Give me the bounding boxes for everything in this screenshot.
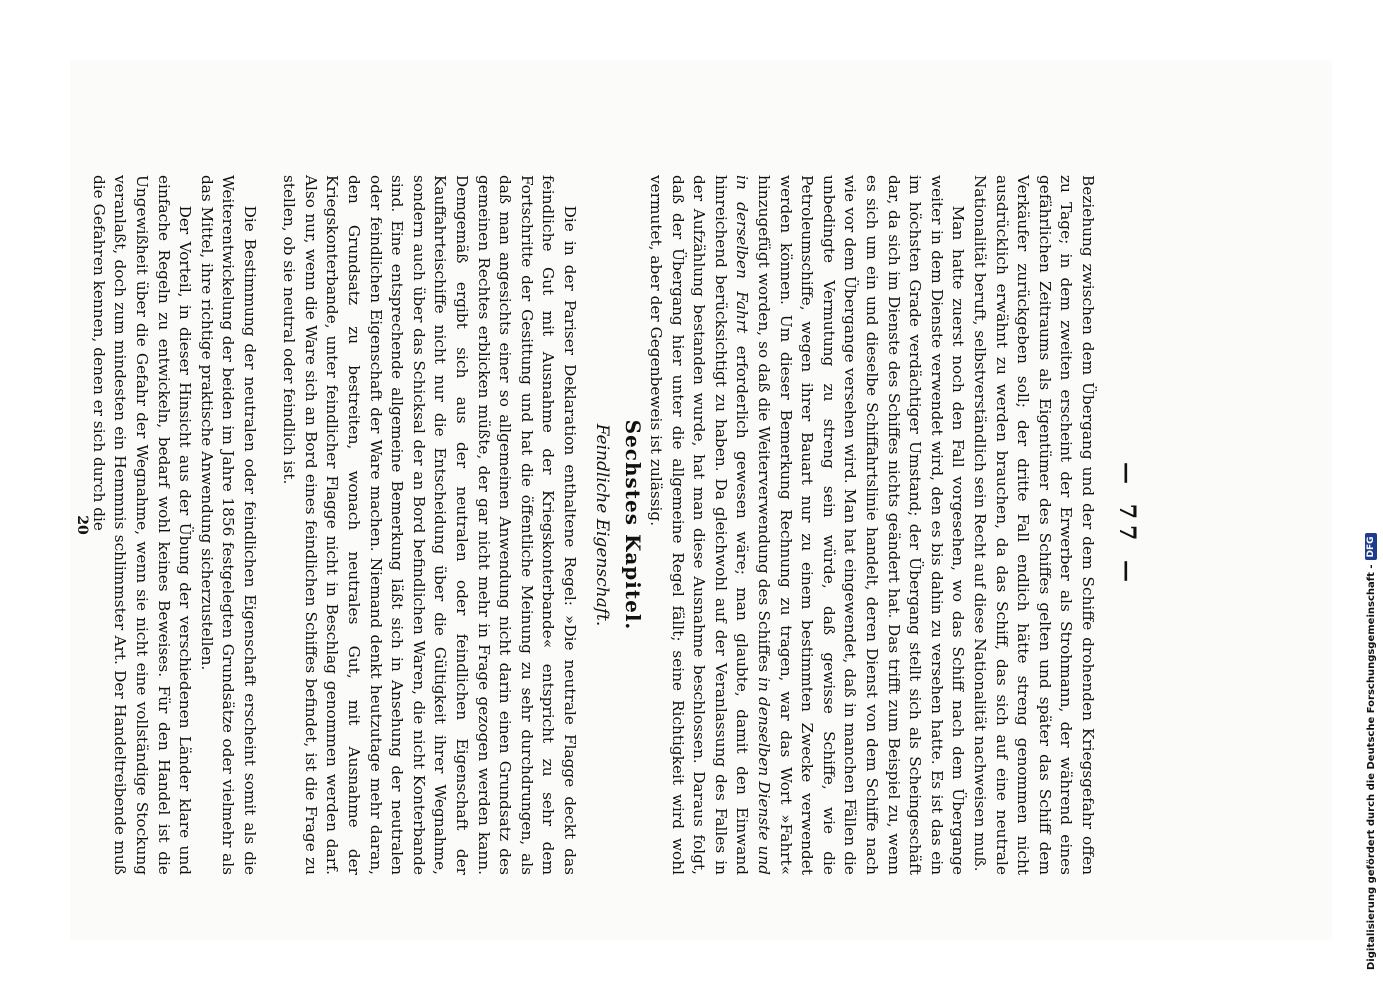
signature-mark: 20 bbox=[74, 515, 90, 535]
paragraph-3: Die in der Pariser Deklaration enthaltene Regel: »Die neutrale Flagge deckt das feindliche Gut mit Ausnahme der Kriegskonterbande« entspricht zu sehr dem Fortschritte der Gesittung und hat die öffentliche Meinung zu sehr durchdrungen, als daß man angesichts einer so allgemeinen Anwendung nicht darin einen Grundsatz des gemeinen Rechtes erblicken müßte, der gar nicht mehr in Frage gezogen werden kann. Demgemäß ergibt sich aus der neutralen oder feindlichen Eigenschaft der Kauffahrteischiffe nicht nur die Entscheidung über die Gültigkeit ihrer Wegnahme, sondern auch über das Schicksal der an Bord befindlichen Waren, die nicht Konterbande sind. Eine entsprechende allgemeine Bemerkung läßt sich in Ansehung der neutralen oder feindlichen Eigenschaft der Ware machen. Niemand denkt heutzutage mehr daran, den Grundsatz zu bestreiten, wonach neutrales Gut, mit Ausnahme der Kriegskonterbande, unter feindlicher Flagge nicht in Beschlag genommen werden darf. Also nur, wenn die Ware sich an Bord eines feindlichen Schiffes befindet, ist die Frage zu stellen, ob sie neutral oder feindlich ist. bbox=[280, 175, 579, 875]
paragraph-2-part-c: erforderlich gewesen wäre; man glaubte, damit den Einwand hinreichend berücksichtigt zu haben. Da gleichwohl auf der Veranlassung des Falles in der Aufzählung bestanden wurde, hat man diese Ausnahme beschlossen. Daraus folgt, daß der Übergang hier unter die allgemeine Regel fällt; seine Richtigkeit wird wohl vermutet, aber der Gegenbeweis ist zulässig. bbox=[647, 175, 752, 875]
page-number-header: — 77 — bbox=[1114, 462, 1140, 588]
text-block-top bbox=[645, 175, 1098, 875]
credit-text: Digitalisierung gefördert durch die Deutsche Forschungsgemeinschaft - bbox=[1365, 564, 1377, 970]
paragraph-2-italic: in denselben Dienste und in derselben Fahrt bbox=[733, 175, 774, 875]
paragraph-4: Die Bestimmung der neutralen oder feindlichen Eigenschaft erscheint somit als die Weiterentwickelung der beiden im Jahre 1856 festgelegten Grundsätze oder vielmehr als das Mittel, ihre richtige praktische Anwendung sicherzustellen. bbox=[197, 175, 259, 875]
dfg-logo: DFG bbox=[1365, 533, 1377, 560]
paragraph-2-part-a: Man hatte zuerst noch den Fall vorgesehen, wo das Schiff nach dem Übergange weiter in dem Dienste verwendet wird, den es bis dahin zu versehen hatte. Es ist das ein im höchsten Grade verdächtiger Umstand; der Übergang stellt sich als Scheingeschäft dar, da sich im Dienste des Schiffes nichts geändert hat. Das trifft zum Beispiel zu, wenn es sich um ein und dieselbe Schiffahrtslinie handelt, deren Dienst von dem Schiffe nach wie vor dem Übergange versehen wird. Man hat eingewendet, daß in manchen Fällen die unbedingte Vermutung zu streng sein würde, daß gewisse Schiffe, wie die Petroleumschiffe, wegen ihrer Bauart nur zu einem bestimmten Zwecke verwendet werden können. Um dieser Bemerkung Rechnung zu tragen, war das Wort »Fahrt« hinzugefügt worden, so daß die Weiterverwendung des Schiffes bbox=[755, 175, 968, 875]
text-block-bottom bbox=[87, 175, 260, 875]
section-title: Feindliche Eigenschaft. bbox=[592, 423, 612, 627]
paragraph-2 bbox=[645, 175, 969, 875]
paragraph-5: Der Vorteil, in dieser Hinsicht aus der Übung der verschiedenen Länder klare und einfache Regeln zu entwickeln, bedarf wohl keines Beweises. Für den Handel ist die Ungewißheit über die Gefahr der Wegnahme, wenn sie nicht eine vollständige Stockung veranlaßt, doch zum mindesten ein Hemmnis schlimmster Art. Der Handeltreibende muß die Gefahren kennen, denen er sich durch die bbox=[89, 175, 195, 875]
digitization-credit bbox=[1362, 10, 1380, 970]
chapter-title: Sechstes Kapitel. bbox=[621, 419, 645, 631]
paragraph-1: Beziehung zwischen dem Übergang und der dem Schiffe drohenden Kriegsgefahr offen zu Tage; in dem zweiten erscheint der Erwerber als Strohmann, der während eines gefährlichen Zeitraums als Eigentümer des Schiffes gelten und später das Schiff dem Verkäufer zurückgeben soll; der dritte Fall endlich hätte streng genommen nicht ausdrücklich erwähnt zu werden brauchen, da das Schiff, das sich auf eine neutrale Nationalität beruft, selbstverständlich sein Recht auf diese Nationalität nachweisen muß. bbox=[971, 175, 1097, 875]
text-block-middle bbox=[278, 175, 580, 875]
rotated-book-page bbox=[20, 175, 1140, 875]
